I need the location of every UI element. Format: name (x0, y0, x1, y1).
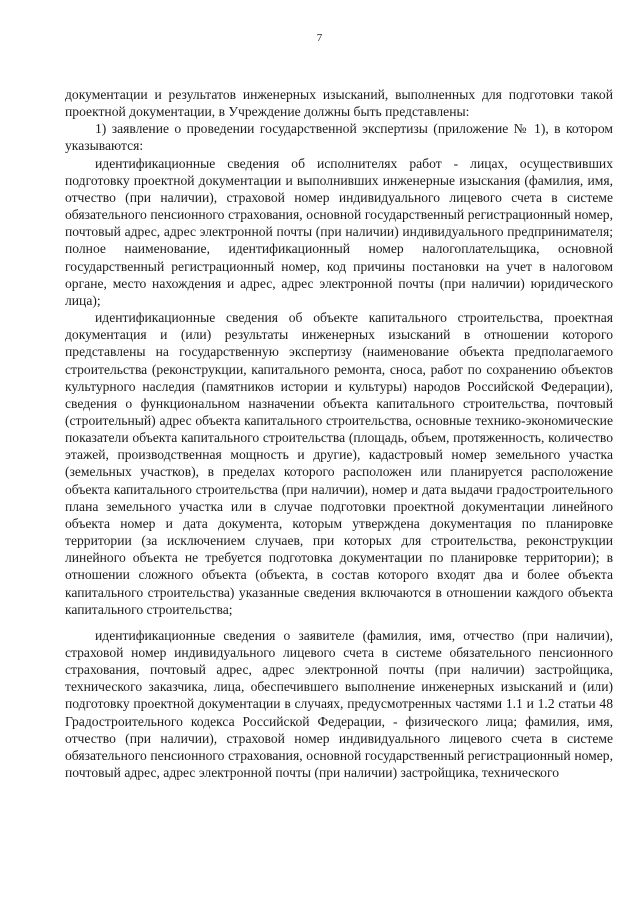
paragraph-continuation: документации и результатов инженерных изысканий, выполненных для подготовки такой проектной документации, в Учреждение должны быть представлены: (65, 87, 613, 120)
paragraph-application-item: 1) заявление о проведении государственной экспертизы (приложение № 1), в котором указываются: (65, 121, 613, 154)
document-body (65, 86, 613, 781)
paragraph-contractor-info: идентификационные сведения об исполнителях работ - лицах, осуществивших подготовку проектной документации и выполнивших инженерные изыскания (фамилия, имя, отчество (при наличии), страховой номер индивидуального лицевого счета в системе обязательного пенсионного страхования, основной государственный регистрационный номер, почтовый адрес, адрес электронной почты (при наличии) индивидуального предпринимателя; полное наименование, идентификационный номер налогоплательщика, основной государственный регистрационный номер, код причины постановки на учет в налоговом органе, место нахождения и адрес, адрес электронной почты (при наличии) юридического лица); (65, 155, 613, 308)
paragraph-applicant-info: идентификационные сведения о заявителе (фамилия, имя, отчество (при наличии), страховой номер индивидуального лицевого счета в системе обязательного пенсионного страхования, почтовый адрес, адрес электронной почты (при наличии) застройщика, технического заказчика, лица, обеспечившего выполнение инженерных изысканий и (или) подготовку проектной документации в случаях, предусмотренных частями 1.1 и 1.2 статьи 48 Градостроительного кодекса Российской Федерации, - физического лица; фамилия, имя, отчество (при наличии), страховой номер индивидуального лицевого счета в системе обязательного пенсионного страхования, основной государственный регистрационный номер, почтовый адрес, адрес электронной почты (при наличии) застройщика, технического (65, 627, 613, 781)
paragraph-object-info: идентификационные сведения об объекте капитального строительства, проектная документация и (или) результаты инженерных изысканий в отношении которого представлены на государственную экспертизу (наименование объекта предполагаемого строительства (реконструкции, капитального ремонта, сноса, работ по сохранению объектов культурного наследия (памятников истории и культуры) народов Российской Федерации), сведения о функциональном назначении объекта капитального строительства, почтовый (строительный) адрес объекта капитального строительства, основные технико-экономические показатели объекта капитального строительства (площадь, объем, протяженность, количество этажей, производственная мощность и другие), кадастровый номер земельного участка (земельных участков), в пределах которого расположен или планируется расположение объекта капитального строительства (при наличии), номер и дата выдачи градостроительного плана земельного участка или в случае подготовки проектной документации линейного объекта номер и дата документа, которым утверждена документация по планировке территории (за исключением случаев, при которых для строительства, реконструкции линейного объекта не требуется подготовка документации по планировке территории); в отношении сложного объекта (объекта, в состав которого входят два и более объекта капитального строительства) указанные сведения включаются в отношении каждого объекта капитального строительства; (65, 310, 613, 617)
page-number: 7 (316, 32, 323, 44)
